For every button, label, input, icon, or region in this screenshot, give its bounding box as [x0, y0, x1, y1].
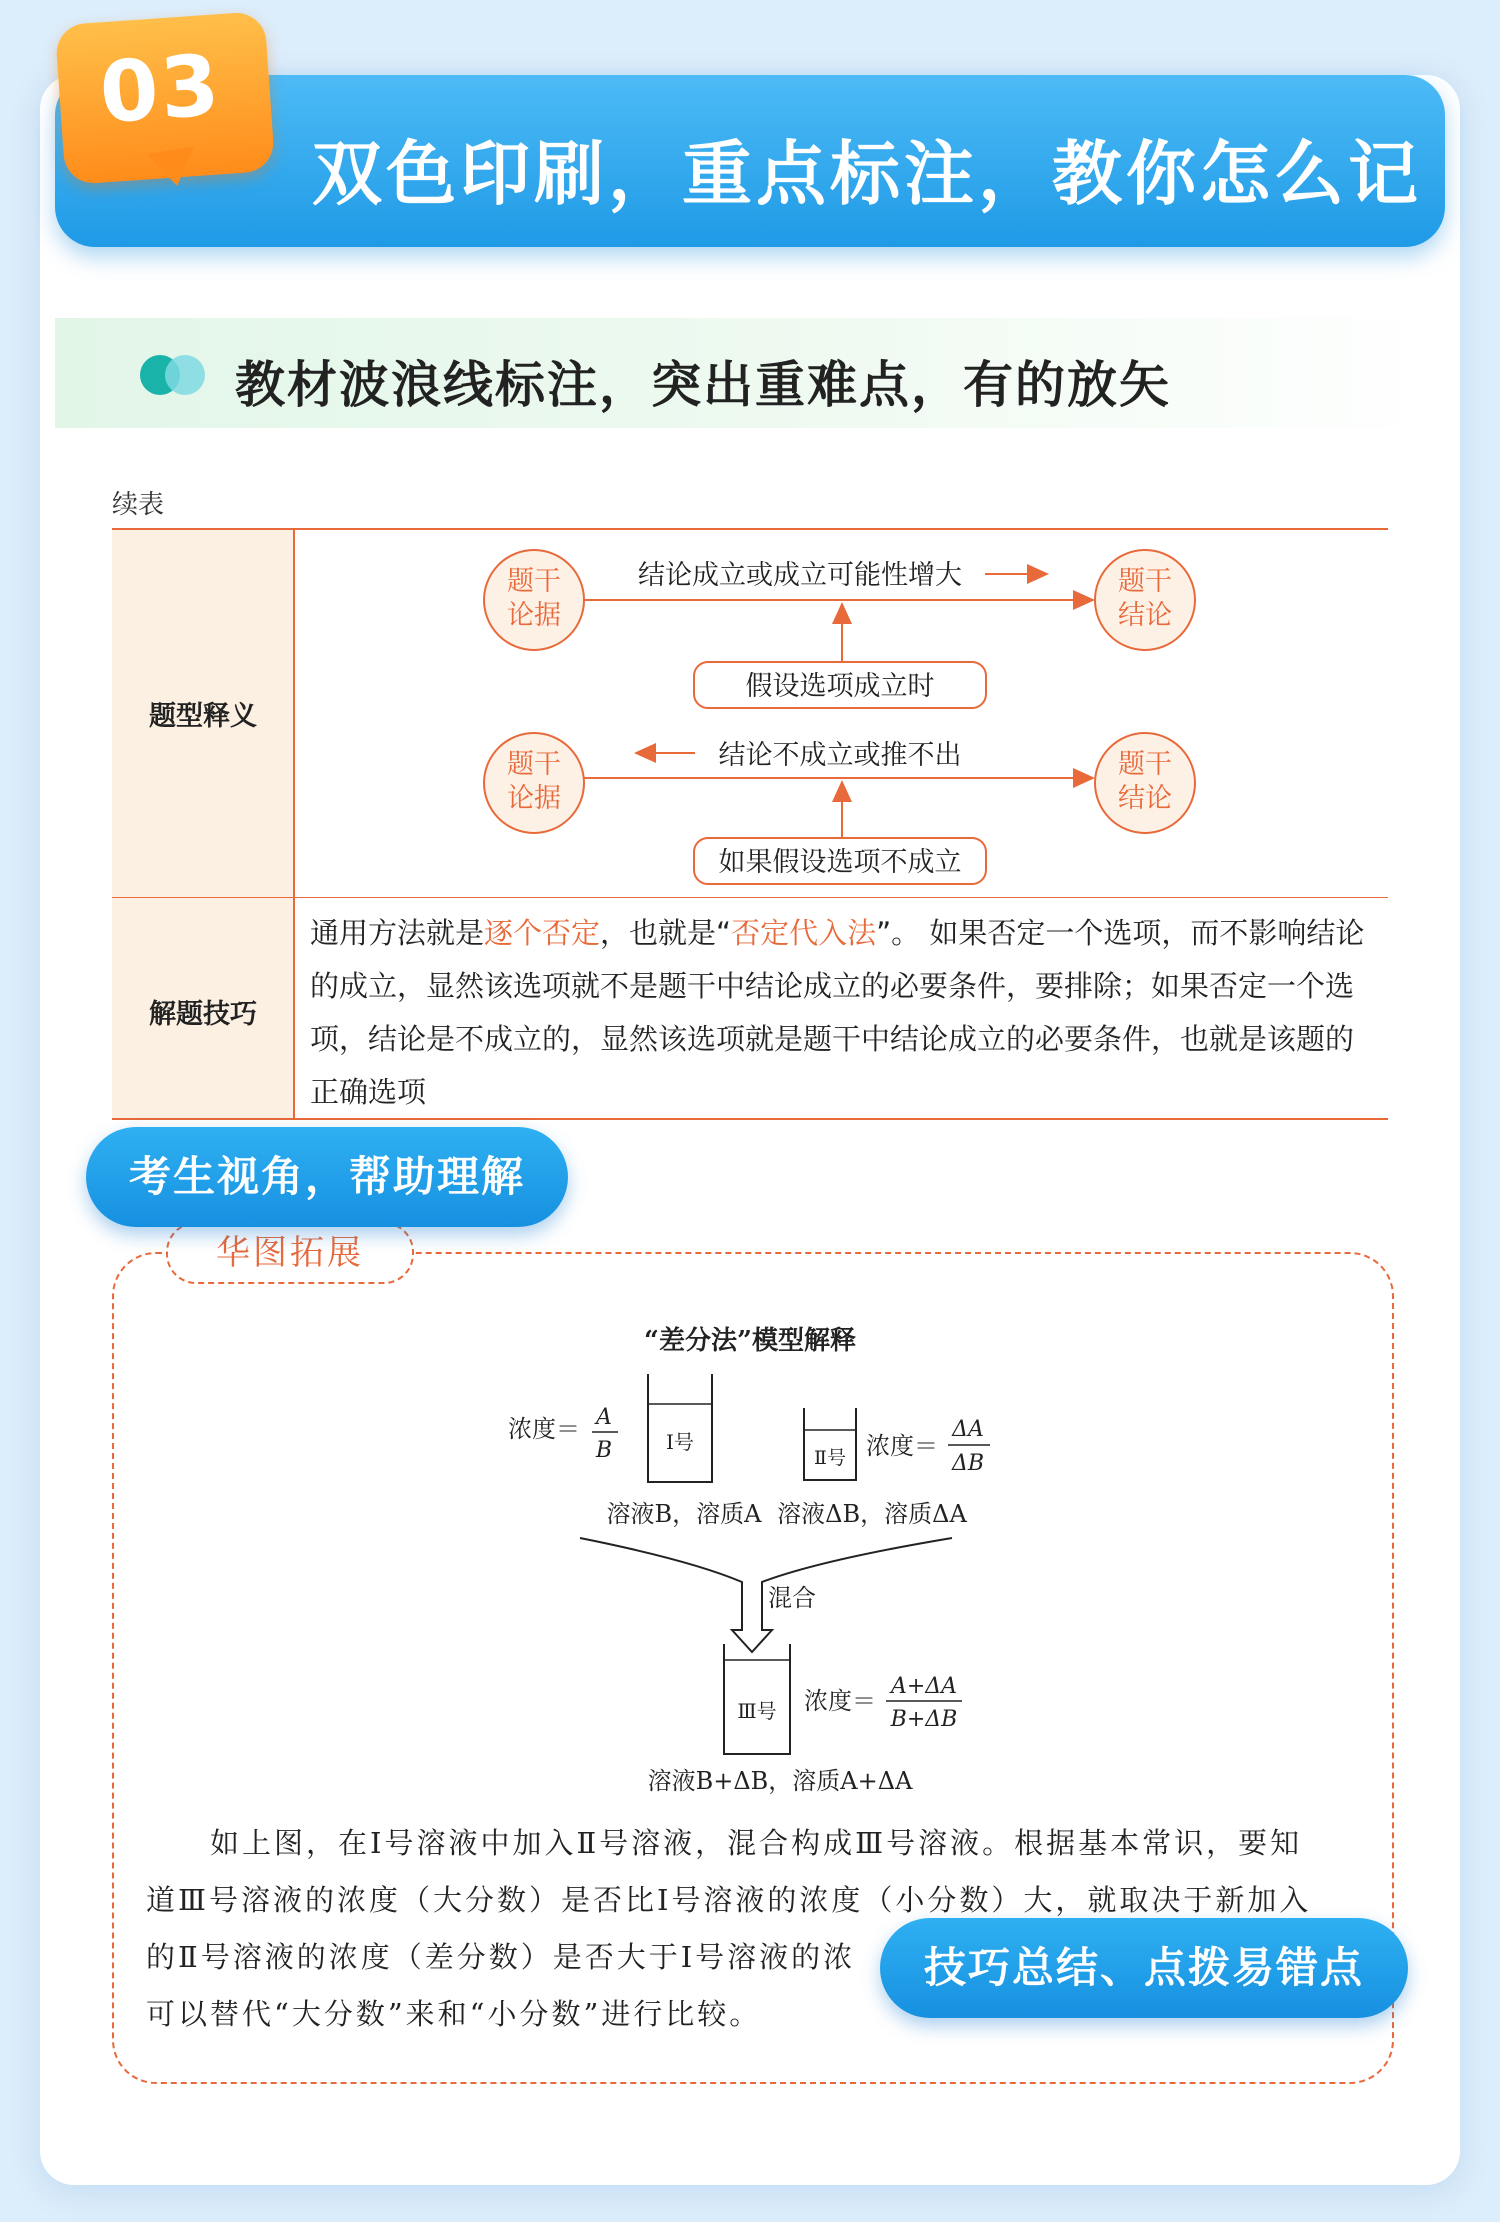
node-conclusion-top-line2: 结论	[1118, 600, 1172, 631]
definition-flow-diagram	[0, 0, 1500, 900]
continue-label: 续表	[112, 490, 165, 520]
paragraph-line: 的Ⅱ号溶液的浓度（差分数）是否大于Ⅰ号溶液的浓	[146, 1940, 856, 1974]
highlight-eliminate: 逐个否定	[484, 916, 601, 950]
beaker-2-caption: 溶液ΔB，溶质ΔA	[777, 1500, 967, 1528]
fraction-1-num: A	[596, 1405, 612, 1430]
beaker-1	[648, 1374, 712, 1482]
page-title: 双色印刷，重点标注，教你怎么记	[312, 133, 1422, 215]
callout-summary: 技巧总结、点拨易错点	[880, 1918, 1408, 2018]
row-label-definition: 题型释义	[149, 701, 257, 732]
beaker-2-label: Ⅱ号	[814, 1447, 846, 1469]
beaker-3-label: Ⅲ号	[737, 1699, 777, 1723]
paragraph-line: 道Ⅲ号溶液的浓度（大分数）是否比Ⅰ号溶液的浓度（小分数）大，就取决于新加入	[146, 1883, 1312, 1917]
flow-label-bottom: 结论不成立或推不出	[718, 740, 962, 771]
node-conclusion-bottom-line1: 题干	[1118, 749, 1172, 780]
fraction-3-den: B+ΔB	[890, 1707, 958, 1732]
model-title: “差分法”模型解释	[644, 1326, 856, 1356]
section-number: 03	[96, 35, 225, 143]
fraction-1-den: B	[595, 1438, 613, 1463]
technique-text-suffix: ”。 如果否定一个选项，而不影响结论的成立，显然该选项就不是题干中结论成立的必要条件，要排除；如果否定一个选项，结论是不成立的，显然该选项就是题干中结论成立的必要条件，也就是该题的正确选项	[310, 916, 1365, 1109]
node-premise-bottom-line1: 题干	[507, 749, 561, 780]
beaker-2	[804, 1408, 856, 1480]
conc-label-2: 浓度＝	[866, 1432, 938, 1460]
condition-text-bottom: 如果假设选项不成立	[718, 847, 962, 878]
node-conclusion-bottom-line2: 结论	[1118, 783, 1172, 814]
merge-funnel-icon	[580, 1538, 952, 1652]
fraction-3-num: A+ΔA	[890, 1674, 958, 1699]
paragraph-line: 如上图，在Ⅰ号溶液中加入Ⅱ号溶液，混合构成Ⅲ号溶液。根据基本常识，要知	[210, 1826, 1303, 1860]
fraction-2-den: ΔB	[951, 1451, 985, 1476]
flow-label-top: 结论成立或成立可能性增大	[638, 560, 962, 591]
node-premise-top-line2: 论据	[507, 600, 561, 631]
beaker-1-caption: 溶液B，溶质A	[606, 1500, 762, 1528]
expansion-tag: 华图拓展	[166, 1222, 414, 1284]
subheading: 教材波浪线标注，突出重难点，有的放矢	[235, 356, 1171, 414]
technique-text-prefix: 通用方法就是	[310, 916, 485, 950]
node-premise-top-line1: 题干	[507, 566, 561, 597]
highlight-negation-method: 否定代入法	[731, 916, 877, 950]
node-premise-bottom-line2: 论据	[507, 783, 561, 814]
beaker-1-label: Ⅰ号	[666, 1430, 694, 1454]
condition-text-top: 假设选项成立时	[745, 671, 935, 702]
technique-text	[310, 907, 1380, 1119]
fraction-2-num: ΔA	[952, 1417, 984, 1442]
conc-label-3: 浓度＝	[804, 1687, 876, 1715]
difference-method-diagram	[0, 1360, 1500, 1810]
beaker-3-caption: 溶液B+ΔB，溶质A+ΔA	[647, 1767, 913, 1795]
callout-perspective: 考生视角，帮助理解	[86, 1127, 568, 1227]
paragraph-line: 可以替代“大分数”来和“小分数”进行比较。	[146, 1997, 762, 2031]
row-label-technique: 解题技巧	[149, 999, 257, 1030]
mix-label: 混合	[768, 1584, 816, 1612]
conc-label-1: 浓度＝	[508, 1415, 580, 1443]
technique-text-middle: ，也就是“	[600, 916, 732, 950]
node-conclusion-top-line1: 题干	[1118, 566, 1172, 597]
